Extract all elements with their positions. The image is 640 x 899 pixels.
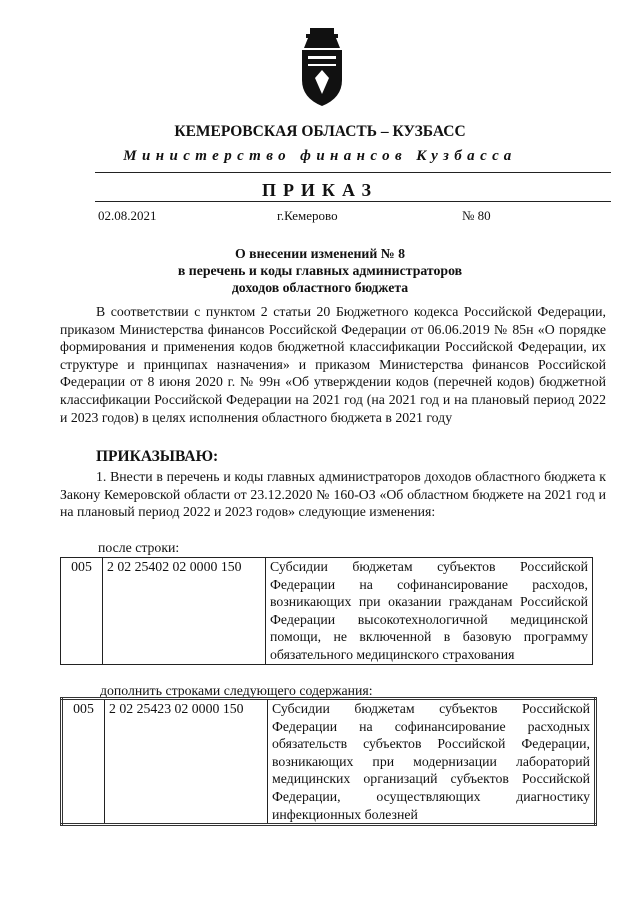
- admin-code-cell: 005: [62, 699, 105, 825]
- header-rule-bottom: [95, 201, 611, 202]
- order-date: 02.08.2021: [98, 208, 157, 223]
- add-rows-label: дополнить строками следующего содержания:: [100, 683, 373, 698]
- revenue-name-cell: Субсидии бюджетам субъектов Российской Федерации на софинансирование расходов, возникающих при оказании гражданам Российской Федерации высокотехнологичной медицинской помощи, не включенной в базовую программу обязательного медицинского страхования: [266, 558, 593, 665]
- table-row: [62, 699, 596, 825]
- order-subject: [0, 245, 640, 296]
- after-row-label: после строки:: [98, 540, 180, 555]
- item-1-paragraph: 1. Внести в перечень и коды главных администраторов доходов областного бюджета к Закону Кемеровской области от 23.12.2020 № 160-ОЗ «Об областном бюджете на 2021 год и на плановый период 2022 и 2023 годов» следующие изменения:: [60, 469, 606, 520]
- document-type-title: ПРИКАЗ: [261, 180, 379, 200]
- table-row: [61, 558, 593, 665]
- orders-heading: ПРИКАЗЫВАЮ:: [96, 448, 219, 465]
- subject-line-1: О внесении изменений № 8: [235, 246, 405, 261]
- revenue-code-cell: 2 02 25423 02 0000 150: [105, 699, 268, 825]
- revenue-code-cell: 2 02 25402 02 0000 150: [103, 558, 266, 665]
- coat-of-arms-emblem: [296, 28, 348, 108]
- ministry-name: Министерство финансов Кузбасса: [123, 148, 517, 164]
- admin-code-cell: 005: [61, 558, 103, 665]
- order-number: № 80: [462, 208, 491, 223]
- revenue-name-cell: Субсидии бюджетам субъектов Российской Федерации на софинансирование расходных обязательств субъектов Российской Федерации, возникающих при модернизации лабораторий медицинских организаций субъектов Российской Федерации, осуществляющих диагностику инфекционных болезней: [268, 699, 596, 825]
- subject-line-2: в перечень и коды главных администраторов: [177, 263, 463, 278]
- new-row-table: [60, 697, 597, 826]
- region-title: КЕМЕРОВСКАЯ ОБЛАСТЬ – КУЗБАСС: [174, 123, 466, 140]
- existing-row-table: [60, 557, 593, 665]
- preamble-paragraph: В соответствии с пунктом 2 статьи 20 Бюджетного кодекса Российской Федерации, приказом Министерства финансов Российской Федерации от 06.06.2019 № 85н «О порядке формирования и применения кодов бюджетной классификации Российской Федерации, их структуре и принципах назначения» и приказом Министерства финансов Российской Федерации от 8 июня 2020 г. № 99н «Об утверждении кодов (перечней кодов) бюджетной классификации Российской Федерации на 2021 год (на 2021 год и на плановый период 2022 и 2023 годов) в целях исполнения областного бюджета в 2021 году: [60, 304, 606, 425]
- order-city: г.Кемерово: [277, 208, 338, 223]
- header-rule-top: [95, 172, 611, 173]
- subject-line-3: доходов областного бюджета: [231, 280, 409, 295]
